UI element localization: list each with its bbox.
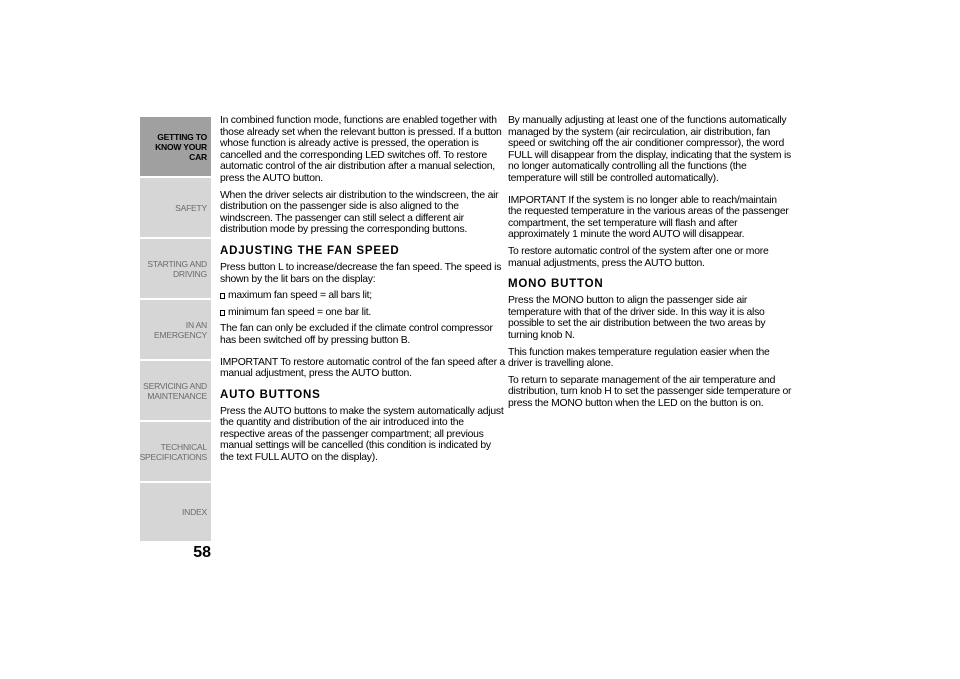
checkbox-bullet-icon bbox=[220, 310, 225, 316]
tab-label: STARTING AND DRIVING bbox=[147, 258, 207, 279]
tab-label: IN AN EMERGENCY bbox=[154, 319, 207, 340]
paragraph: Press the MONO button to align the passenger side air temperature with that of the driver side. In this way it is also possible to set the air distribution between the two areas by turning knob N. bbox=[508, 295, 766, 341]
tab-in-an-emergency[interactable] bbox=[140, 300, 211, 359]
paragraph: Press the AUTO buttons to make the system automatically adjust the quantity and distribution of the air introduced into the respective areas of the passenger compartment; all previous manual settings will be cancelled (this condition is indicated by the text FULL AUTO on the display). bbox=[220, 405, 504, 464]
paragraph: Press button L to increase/decrease the fan speed. The speed is shown by the lit bars on the display: bbox=[220, 261, 502, 285]
paragraph: To restore automatic control of the system after one or more manual adjustments, press the AUTO button. bbox=[508, 245, 769, 269]
list-item bbox=[220, 290, 505, 302]
tab-starting-and-driving[interactable] bbox=[140, 239, 211, 298]
section-heading-auto-buttons: AUTO BUTTONS bbox=[220, 388, 321, 401]
important-note: IMPORTANT To restore automatic control of the fan speed after a manual adjustment, press the AUTO button. bbox=[220, 356, 505, 380]
section-heading-mono-button: MONO BUTTON bbox=[508, 278, 604, 291]
checkbox-bullet-icon bbox=[220, 293, 225, 299]
paragraph: By manually adjusting at least one of the functions automatically managed by the system (air recirculation, air distribution, fan speed or switching off the air conditioner compressor), the word FULL will disappear from the display, indicating that the system is no longer automatically controlling all the functions (the temperature will still be controlled automatically). bbox=[508, 115, 791, 184]
paragraph: The fan can only be excluded if the climate control compressor has been switched off by pressing button B. bbox=[220, 323, 493, 346]
paragraph: To return to separate management of the air temperature and distribution, turn knob H to set the passenger side temperature or press the MONO button when the LED on the button is on. bbox=[508, 374, 792, 409]
list-item-text: minimum fan speed = one bar lit. bbox=[228, 306, 372, 318]
tab-label: SAFETY bbox=[175, 202, 207, 213]
paragraph: In combined function mode, functions are enabled together with those already set when the relevant button is pressed. If a button whose function is already active is pressed, the operation is cancelled and the corresponding LED switches off. To restore automatic control of the air distribution after a manual selection, press the AUTO button. bbox=[220, 115, 502, 184]
important-note: IMPORTANT If the system is no longer able to reach/maintain the requested temperature in the various areas of the passenger compartment, the set temperature will flash and after approximately 1 minute the word AUTO will disappear. bbox=[508, 194, 789, 241]
tab-label: GETTING TO KNOW YOUR CAR bbox=[155, 131, 207, 162]
tab-getting-to-know-your-car[interactable] bbox=[140, 117, 211, 176]
tab-servicing-and-maintenance[interactable] bbox=[140, 361, 211, 420]
tab-label: SERVICING AND MAINTENANCE bbox=[143, 380, 207, 401]
tab-index[interactable] bbox=[140, 483, 211, 541]
chapter-tabs bbox=[140, 117, 211, 543]
tab-label: INDEX bbox=[182, 507, 207, 517]
section-heading-fan-speed: ADJUSTING THE FAN SPEED bbox=[220, 244, 400, 257]
list-item-text: maximum fan speed = all bars lit; bbox=[228, 290, 372, 302]
list-item bbox=[220, 307, 505, 319]
paragraph: When the driver selects air distribution to the windscreen, the air distribution on the passenger side is also aligned to the windscreen. The passenger can still select a different air distribution mode by pressing the corresponding buttons. bbox=[220, 189, 499, 236]
right-column bbox=[508, 115, 793, 414]
page-number: 58 bbox=[193, 544, 211, 561]
paragraph: This function makes temperature regulation easier when the driver is travelling alone. bbox=[508, 346, 770, 370]
tab-technical-specifications[interactable] bbox=[140, 422, 211, 481]
tab-label: TECHNICAL SPECIFICATIONS bbox=[139, 441, 207, 462]
left-column bbox=[220, 115, 505, 469]
tab-safety[interactable] bbox=[140, 178, 211, 237]
